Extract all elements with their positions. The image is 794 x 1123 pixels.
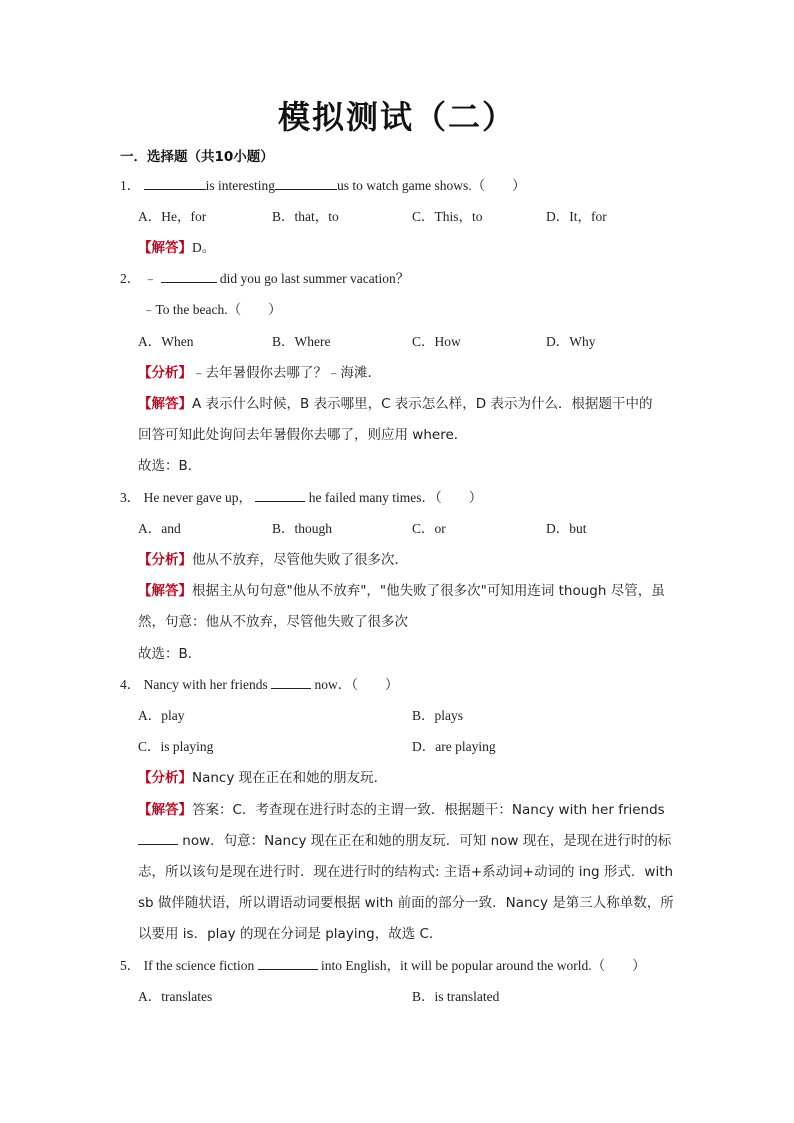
answer-text-cont: 以要用 is．play 的现在分词是 playing，故选 C． [138, 926, 443, 942]
analysis-text: Nancy 现在正在和她的朋友玩． [192, 770, 388, 786]
answer-tag: 【解答】 [138, 802, 192, 818]
question-4 [120, 675, 398, 695]
question-text: did you go last summer vacation？ [219, 271, 410, 286]
answer-text-cont: 志，所以该句是现在进行时．现在进行时的结构式: 主语+系动词+动词的 ing 形式．with [138, 864, 674, 880]
question-text: he failed many times．（ ） [308, 490, 483, 505]
question-text: If the science fiction [143, 958, 255, 973]
section-heading: 一．选择题（共10小题） [120, 149, 274, 165]
option-d: D．Why [546, 334, 596, 349]
option-d: D．are playing [412, 739, 496, 754]
answer-blank [161, 269, 217, 283]
option-c: C．How [412, 334, 461, 349]
answer-tag: 【解答】 [138, 583, 192, 599]
answer-blank [271, 675, 311, 689]
question-text: is interesting [205, 178, 275, 193]
option-a: A．When [138, 334, 194, 349]
answer-text-cont: 回答可知此处询问去年暑假你去哪了，则应用 where． [138, 427, 468, 443]
question-number: 3． [120, 490, 141, 505]
analysis-tag: 【分析】 [138, 552, 192, 568]
option-a: A．translates [138, 989, 213, 1004]
answer-line [138, 800, 665, 820]
analysis-text: 他从不放弃，尽管他失败了很多次． [192, 552, 408, 568]
answer-blank [255, 488, 305, 502]
option-c: C．This，to [412, 209, 483, 224]
option-b: B．plays [412, 708, 464, 723]
analysis-text: ﹣去年暑假你去哪了？﹣海滩． [192, 365, 381, 381]
page-title: 模拟测试（二） [277, 98, 516, 136]
option-b: B．though [272, 521, 333, 536]
question-number: 2． [120, 271, 141, 286]
answer-line [138, 581, 665, 601]
answer-text: 答案：C．考查现在进行时态的主谓一致．根据题干：Nancy with her friends [192, 802, 665, 818]
answer-line [138, 394, 652, 414]
question-number: 1． [120, 178, 141, 193]
answer-tag: 【解答】 [138, 396, 192, 412]
question-text: Nancy with her friends [143, 677, 268, 692]
analysis-line [138, 768, 387, 788]
answer-text-cont: sb 做伴随状语，所以谓语动词要根据 with 前面的部分一致．Nancy 是第三人称单数，所 [138, 895, 674, 911]
option-c: C．or [412, 521, 446, 536]
question-text: us to watch game shows.（ ） [337, 178, 526, 193]
option-a: A．play [138, 708, 185, 723]
option-d: D．It，for [546, 209, 607, 224]
question-1 [120, 176, 526, 196]
question-text: ﹣ [143, 271, 158, 286]
question-3 [120, 488, 482, 508]
option-b: B．Where [272, 334, 331, 349]
answer-blank [138, 831, 178, 845]
option-b: B．that，to [272, 209, 339, 224]
option-a: A．He，for [138, 209, 207, 224]
analysis-tag: 【分析】 [138, 365, 192, 381]
answer-tag: 【解答】 [138, 240, 192, 256]
answer-blank [275, 176, 337, 190]
answer-text-cont [138, 831, 671, 851]
choice-text: 故选：B． [138, 646, 202, 662]
option-a: A．and [138, 521, 181, 536]
answer-line [138, 238, 215, 258]
answer-text: A 表示什么时候，B 表示哪里，C 表示怎么样，D 表示为什么．根据题干中的 [192, 396, 653, 412]
answer-text: D。 [192, 240, 216, 255]
answer-blank [144, 176, 206, 190]
question-2 [120, 269, 409, 289]
answer-text: now．句意：Nancy 现在正在和她的朋友玩．可知 now 现在，是现在进行时的标 [182, 833, 672, 849]
question-5 [120, 956, 646, 976]
answer-text: 根据主从句句意"他从不放弃"，"他失败了很多次"可知用连词 though 尽管，虽 [192, 583, 665, 599]
answer-blank [258, 956, 318, 970]
question-text: He never gave up， [143, 490, 252, 505]
choice-text: 故选：B． [138, 458, 202, 474]
question-text: into English，it will be popular around the world.（ ） [320, 958, 646, 973]
analysis-tag: 【分析】 [138, 770, 192, 786]
question-reply: ﹣To the beach.（ ） [142, 302, 282, 317]
analysis-line [138, 363, 381, 383]
analysis-line [138, 550, 408, 570]
option-d: D．but [546, 521, 587, 536]
question-text: now．（ ） [314, 677, 399, 692]
answer-text-cont: 然，句意：他从不放弃，尽管他失败了很多次 [138, 614, 408, 630]
option-b: B．is translated [412, 989, 500, 1004]
question-number: 5． [120, 958, 141, 973]
option-c: C．is playing [138, 739, 214, 754]
question-number: 4． [120, 677, 141, 692]
